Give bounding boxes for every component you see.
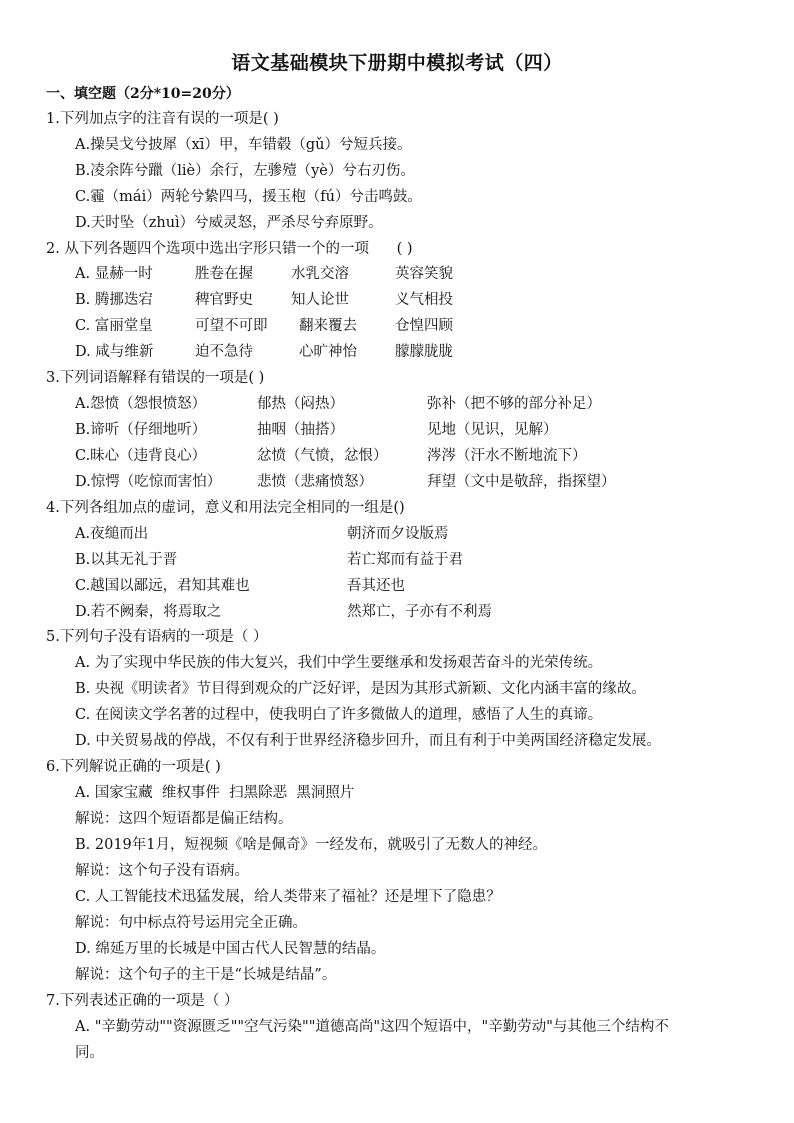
term-cell: 弥补（把不够的部分补足） (427, 396, 601, 412)
question-6-explanation-b: 解说：这个句子没有语病。 (75, 863, 249, 879)
question-7-stem: 7.下列表述正确的一项是（ ） (46, 993, 239, 1009)
word-cell: 朦朦胧胧 (395, 344, 453, 360)
question-5-option-d: D. 中关贸易战的停战，不仅有利于世界经济稳步回升，而且有利于中美两国经济稳定发展。 (75, 733, 661, 749)
section-heading: 一、填空题（2分*10=20分） (46, 86, 240, 102)
term-cell: D.惊愕（吃惊而害怕） (75, 474, 222, 490)
word-cell: 迫不急待 (195, 344, 253, 360)
question-1-option-b: B.凌余阵兮躐（liè）余行，左骖殪（yè）兮右刃伤。 (75, 163, 415, 179)
page-title: 语文基础模块下册期中模拟考试（四） (231, 52, 563, 74)
term-cell: 涔涔（汗水不断地流下） (427, 448, 587, 464)
term-cell: 见地（见识，见解） (427, 422, 558, 438)
phrase-cell: B.以其无礼于晋 (75, 552, 178, 568)
question-1-option-c: C.霾（mái）两轮兮絷四马，援玉枹（fú）兮击鸣鼓。 (75, 189, 422, 205)
word-cell: 英容笑貌 (395, 266, 453, 282)
term-cell: 郁热（闷热） (257, 396, 344, 412)
question-3-stem: 3.下列词语解释有错误的一项是( ) (46, 370, 265, 386)
word-cell: C. 富丽堂皇 (75, 318, 153, 334)
word-cell: D. 咸与维新 (75, 344, 154, 360)
term-cell: 拜望（文中是敬辞，指探望） (427, 474, 616, 490)
question-1-stem: 1.下列加点字的注音有误的一项是( ) (46, 111, 279, 127)
question-6-option-b: B. 2019年1月，短视频《啥是佩奇》一经发布，就吸引了无数人的神经。 (75, 837, 547, 853)
question-6-stem: 6.下列解说正确的一项是( ) (46, 759, 221, 775)
term-cell: B.谛听（仔细地听） (75, 422, 207, 438)
word-cell: 可望不可即 (195, 318, 268, 334)
word-cell: 水乳交溶 (291, 266, 349, 282)
phrase-cell: A.夜缒而出 (75, 526, 149, 542)
word-cell: 义气相投 (395, 292, 453, 308)
word-cell: B. 腾挪迭宕 (75, 292, 153, 308)
question-5-option-b: B. 央视《明读者》节目得到观众的广泛好评，是因为其形式新颖、文化内涵丰富的缘故。 (75, 681, 646, 697)
word-cell: 知人论世 (291, 292, 349, 308)
question-7-option-a: A. "辛勤劳动""资源匮乏""空气污染""道德高尚"这四个短语中，"辛勤劳动"与其他三个结构不 (75, 1019, 669, 1035)
question-2-stem: 2. 从下列各题四个选项中选出字形只错一个的一项 ( ) (46, 241, 413, 257)
question-4-stem: 4.下列各组加点的虚词，意义和用法完全相同的一组是() (46, 500, 405, 516)
question-6-option-a: A. 国家宝藏 维权事件 扫黑除恶 黑洞照片 (75, 785, 355, 801)
term-cell: C.昧心（违背良心） (75, 448, 207, 464)
question-6-explanation-a: 解说：这四个短语都是偏正结构。 (75, 811, 293, 827)
question-6-option-d: D. 绵延万里的长城是中国古代人民智慧的结晶。 (75, 941, 386, 957)
question-5-option-c: C. 在阅读文学名著的过程中，使我明白了许多微做人的道理，感悟了人生的真谛。 (75, 707, 603, 723)
question-1-option-d: D.天时坠（zhuì）兮威灵怒，严杀尽兮弃原野。 (75, 215, 383, 231)
term-cell: 忿愤（气愤，忿恨） (257, 448, 388, 464)
term-cell: A.怨愤（怨恨愤怒） (75, 396, 207, 412)
word-cell: 翻来覆去 (299, 318, 357, 334)
word-cell: 心旷神怡 (299, 344, 357, 360)
question-5-stem: 5.下列句子没有语病的一项是（ ） (46, 629, 268, 645)
question-5-option-a: A. 为了实现中华民族的伟大复兴，我们中学生要继承和发扬艰苦奋斗的光荣传统。 (75, 655, 603, 671)
question-6-option-c: C. 人工智能技术迅猛发展，给人类带来了福祉？还是埋下了隐患？ (75, 889, 501, 905)
question-6-explanation-c: 解说：句中标点符号运用完全正确。 (75, 915, 307, 931)
question-7-option-a-continued: 同。 (75, 1045, 104, 1061)
phrase-cell: D.若不阙秦，将焉取之 (75, 604, 222, 620)
phrase-cell: 然郑亡，子亦有不利焉 (347, 604, 492, 620)
phrase-cell: C.越国以鄙远，君知其难也 (75, 578, 250, 594)
word-cell: 胜卷在握 (195, 266, 253, 282)
word-cell: A. 显赫一时 (75, 266, 153, 282)
phrase-cell: 吾其还也 (347, 578, 405, 594)
word-cell: 稗官野史 (195, 292, 253, 308)
term-cell: 悲愤（悲痛愤怒） (257, 474, 373, 490)
word-cell: 仓惶四顾 (395, 318, 453, 334)
term-cell: 抽咽（抽搭） (257, 422, 344, 438)
phrase-cell: 若亡郑而有益于君 (347, 552, 463, 568)
phrase-cell: 朝济而夕设版焉 (347, 526, 449, 542)
question-1-option-a: A.操吴戈兮披犀（xī）甲，车错毂（gǔ）兮短兵接。 (75, 137, 412, 153)
question-6-explanation-d: 解说：这个句子的主干是“长城是结晶”。 (75, 967, 337, 983)
